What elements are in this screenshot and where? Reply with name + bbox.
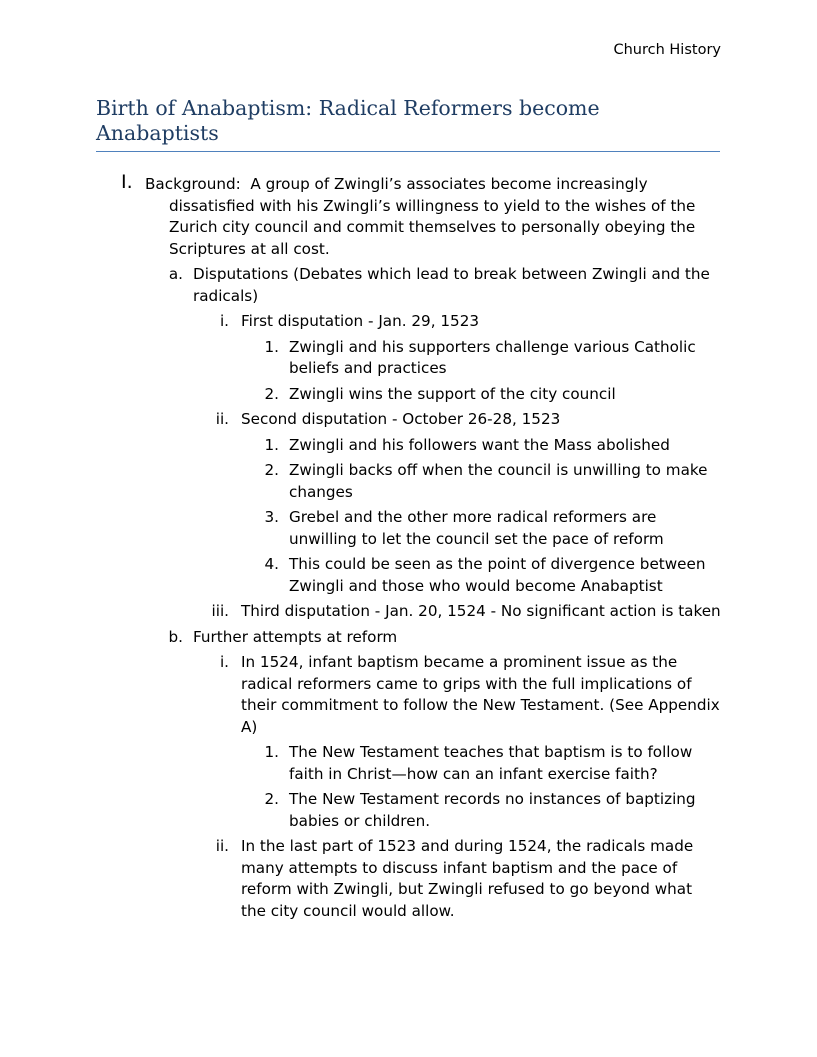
list-item bbox=[0, 789, 721, 832]
outline-item-a-iii bbox=[0, 601, 721, 623]
outline-item-a bbox=[0, 264, 720, 307]
outline-item-a-i bbox=[0, 311, 721, 333]
outline-marker: a. bbox=[168, 265, 183, 283]
list-item-text: Zwingli backs off when the council is unwilling to make changes bbox=[289, 461, 708, 501]
background-text: dissatisfied with his Zwingli’s willingness to yield to the wishes of the Zurich city council and commit themselves to personally obeying the Scriptures at all cost. bbox=[169, 196, 696, 258]
list-item bbox=[0, 460, 721, 503]
outline-marker: b. bbox=[168, 627, 183, 646]
outline-marker: iii. bbox=[211, 602, 229, 620]
list-item-text: Zwingli wins the support of the city council bbox=[289, 384, 616, 403]
list-item-text: Zwingli and his supporters challenge various Catholic beliefs and practices bbox=[289, 337, 696, 377]
infant-baptism-text: In 1524, infant baptism became a prominent issue as the radical reformers came to grips with the full implications of their commitment to follow the New Testament. (See Appendix A) bbox=[241, 653, 720, 736]
further-attempts-text: Further attempts at reform bbox=[193, 627, 398, 646]
outline bbox=[0, 171, 817, 922]
list-item-text: The New Testament records no instances of baptizing babies or children. bbox=[289, 790, 696, 830]
list-item bbox=[0, 742, 721, 785]
outline-marker: 1. bbox=[264, 435, 279, 454]
outline-marker: 2. bbox=[264, 384, 279, 403]
page-title: Birth of Anabaptism: Radical Reformers become Anabaptists bbox=[96, 96, 720, 152]
outline-item-I bbox=[0, 171, 700, 260]
outline-marker: 1. bbox=[264, 337, 279, 356]
outline-item-b-i bbox=[0, 652, 721, 738]
outline-item-a-ii bbox=[0, 409, 721, 431]
list-item bbox=[0, 337, 721, 380]
background-label: Background: bbox=[145, 175, 241, 193]
outline-marker: 4. bbox=[264, 555, 279, 573]
third-disputation-text: Third disputation - Jan. 20, 1524 - No significant action is taken bbox=[241, 602, 721, 620]
list-item-text: Zwingli and his followers want the Mass abolished bbox=[289, 435, 670, 454]
outline-marker: 3. bbox=[264, 508, 279, 526]
outline-marker: ii. bbox=[215, 837, 229, 855]
background-first-line: A group of Zwingli’s associates become increasingly bbox=[250, 175, 648, 193]
radicals-attempts-text: In the last part of 1523 and during 1524, the radicals made many attempts to discuss infant baptism and the pace of reform with Zwingli, but Zwingli refused to go beyond what the city council would allow. bbox=[241, 837, 694, 920]
first-disputation-text: First disputation - Jan. 29, 1523 bbox=[241, 312, 480, 330]
list-item bbox=[0, 435, 721, 457]
list-item bbox=[0, 384, 721, 406]
outline-marker: 2. bbox=[264, 790, 279, 808]
list-item-text: This could be seen as the point of divergence between Zwingli and those who would become Anabaptist bbox=[289, 555, 706, 595]
outline-marker: 1. bbox=[264, 743, 279, 761]
outline-marker: ii. bbox=[215, 410, 229, 428]
outline-marker: i. bbox=[219, 653, 229, 671]
running-header: Church History bbox=[613, 42, 721, 58]
outline-marker: I. bbox=[121, 171, 133, 193]
list-item-text: The New Testament teaches that baptism is to follow faith in Christ—how can an infant exercise faith? bbox=[289, 743, 693, 783]
list-item bbox=[0, 507, 721, 550]
outline-item-b bbox=[0, 627, 720, 649]
outline-item-b-ii bbox=[0, 836, 721, 922]
outline-marker: 2. bbox=[264, 461, 279, 479]
list-item-text: Grebel and the other more radical reformers are unwilling to let the council set the pace of reform bbox=[289, 508, 664, 548]
disputations-text: Disputations (Debates which lead to break between Zwingli and the radicals) bbox=[193, 265, 710, 305]
list-item bbox=[0, 554, 721, 597]
second-disputation-text: Second disputation - October 26-28, 1523 bbox=[241, 410, 561, 428]
outline-marker: i. bbox=[219, 312, 229, 330]
